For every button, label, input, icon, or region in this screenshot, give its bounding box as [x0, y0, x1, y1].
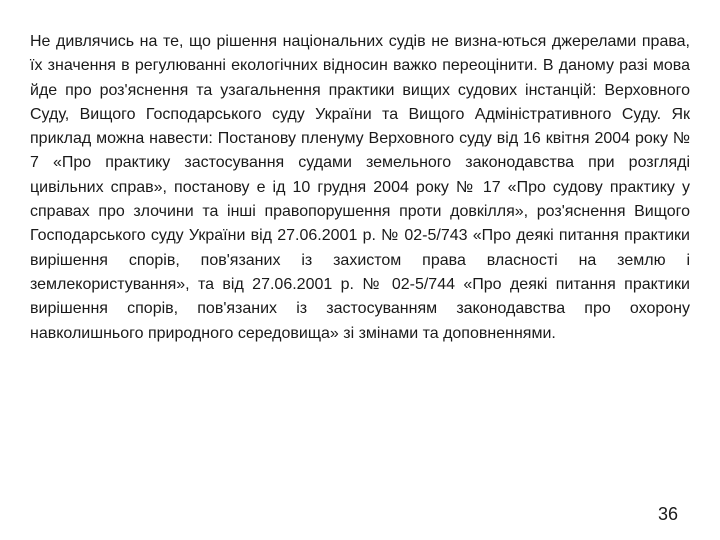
page-number: 36	[657, 504, 678, 524]
body-paragraph: Не дивлячись на те, що рішення національних судів не визна-ються джерелами права, їх значення в регулюванні екологічних відносин важко переоцінити. В даному разі мова йде про роз'яснення та узагальнення практики вищих судових інстанцій: Верховного Суду, Вищого Господарського суду України та Вищого Адміністративного Суду. Як приклад можна навести: Постанову пленуму Верховного суду від 16 квітня 2004 року № 7 «Про практику застосування судами земельного законодавства при розгляді цивільних справ», постанову е ід 10 грудня 2004 року № 17 «Про судову практику у справах про злочини та інші правопорушення проти довкілля», роз'яснення Вищого Господарського суду України від 27.06.2001 р. № 02-5/743 «Про деякі питання практики вирішення спорів, пов'язаних із захистом права власності на землю і землекористування», та від 27.06.2001 р. № 02-5/744 «Про деякі питання практики вирішення спорів, пов'язаних із застосуванням законодавства про охорону навколишнього природного середовища» зі змінами та доповненнями.	[30, 33, 690, 342]
